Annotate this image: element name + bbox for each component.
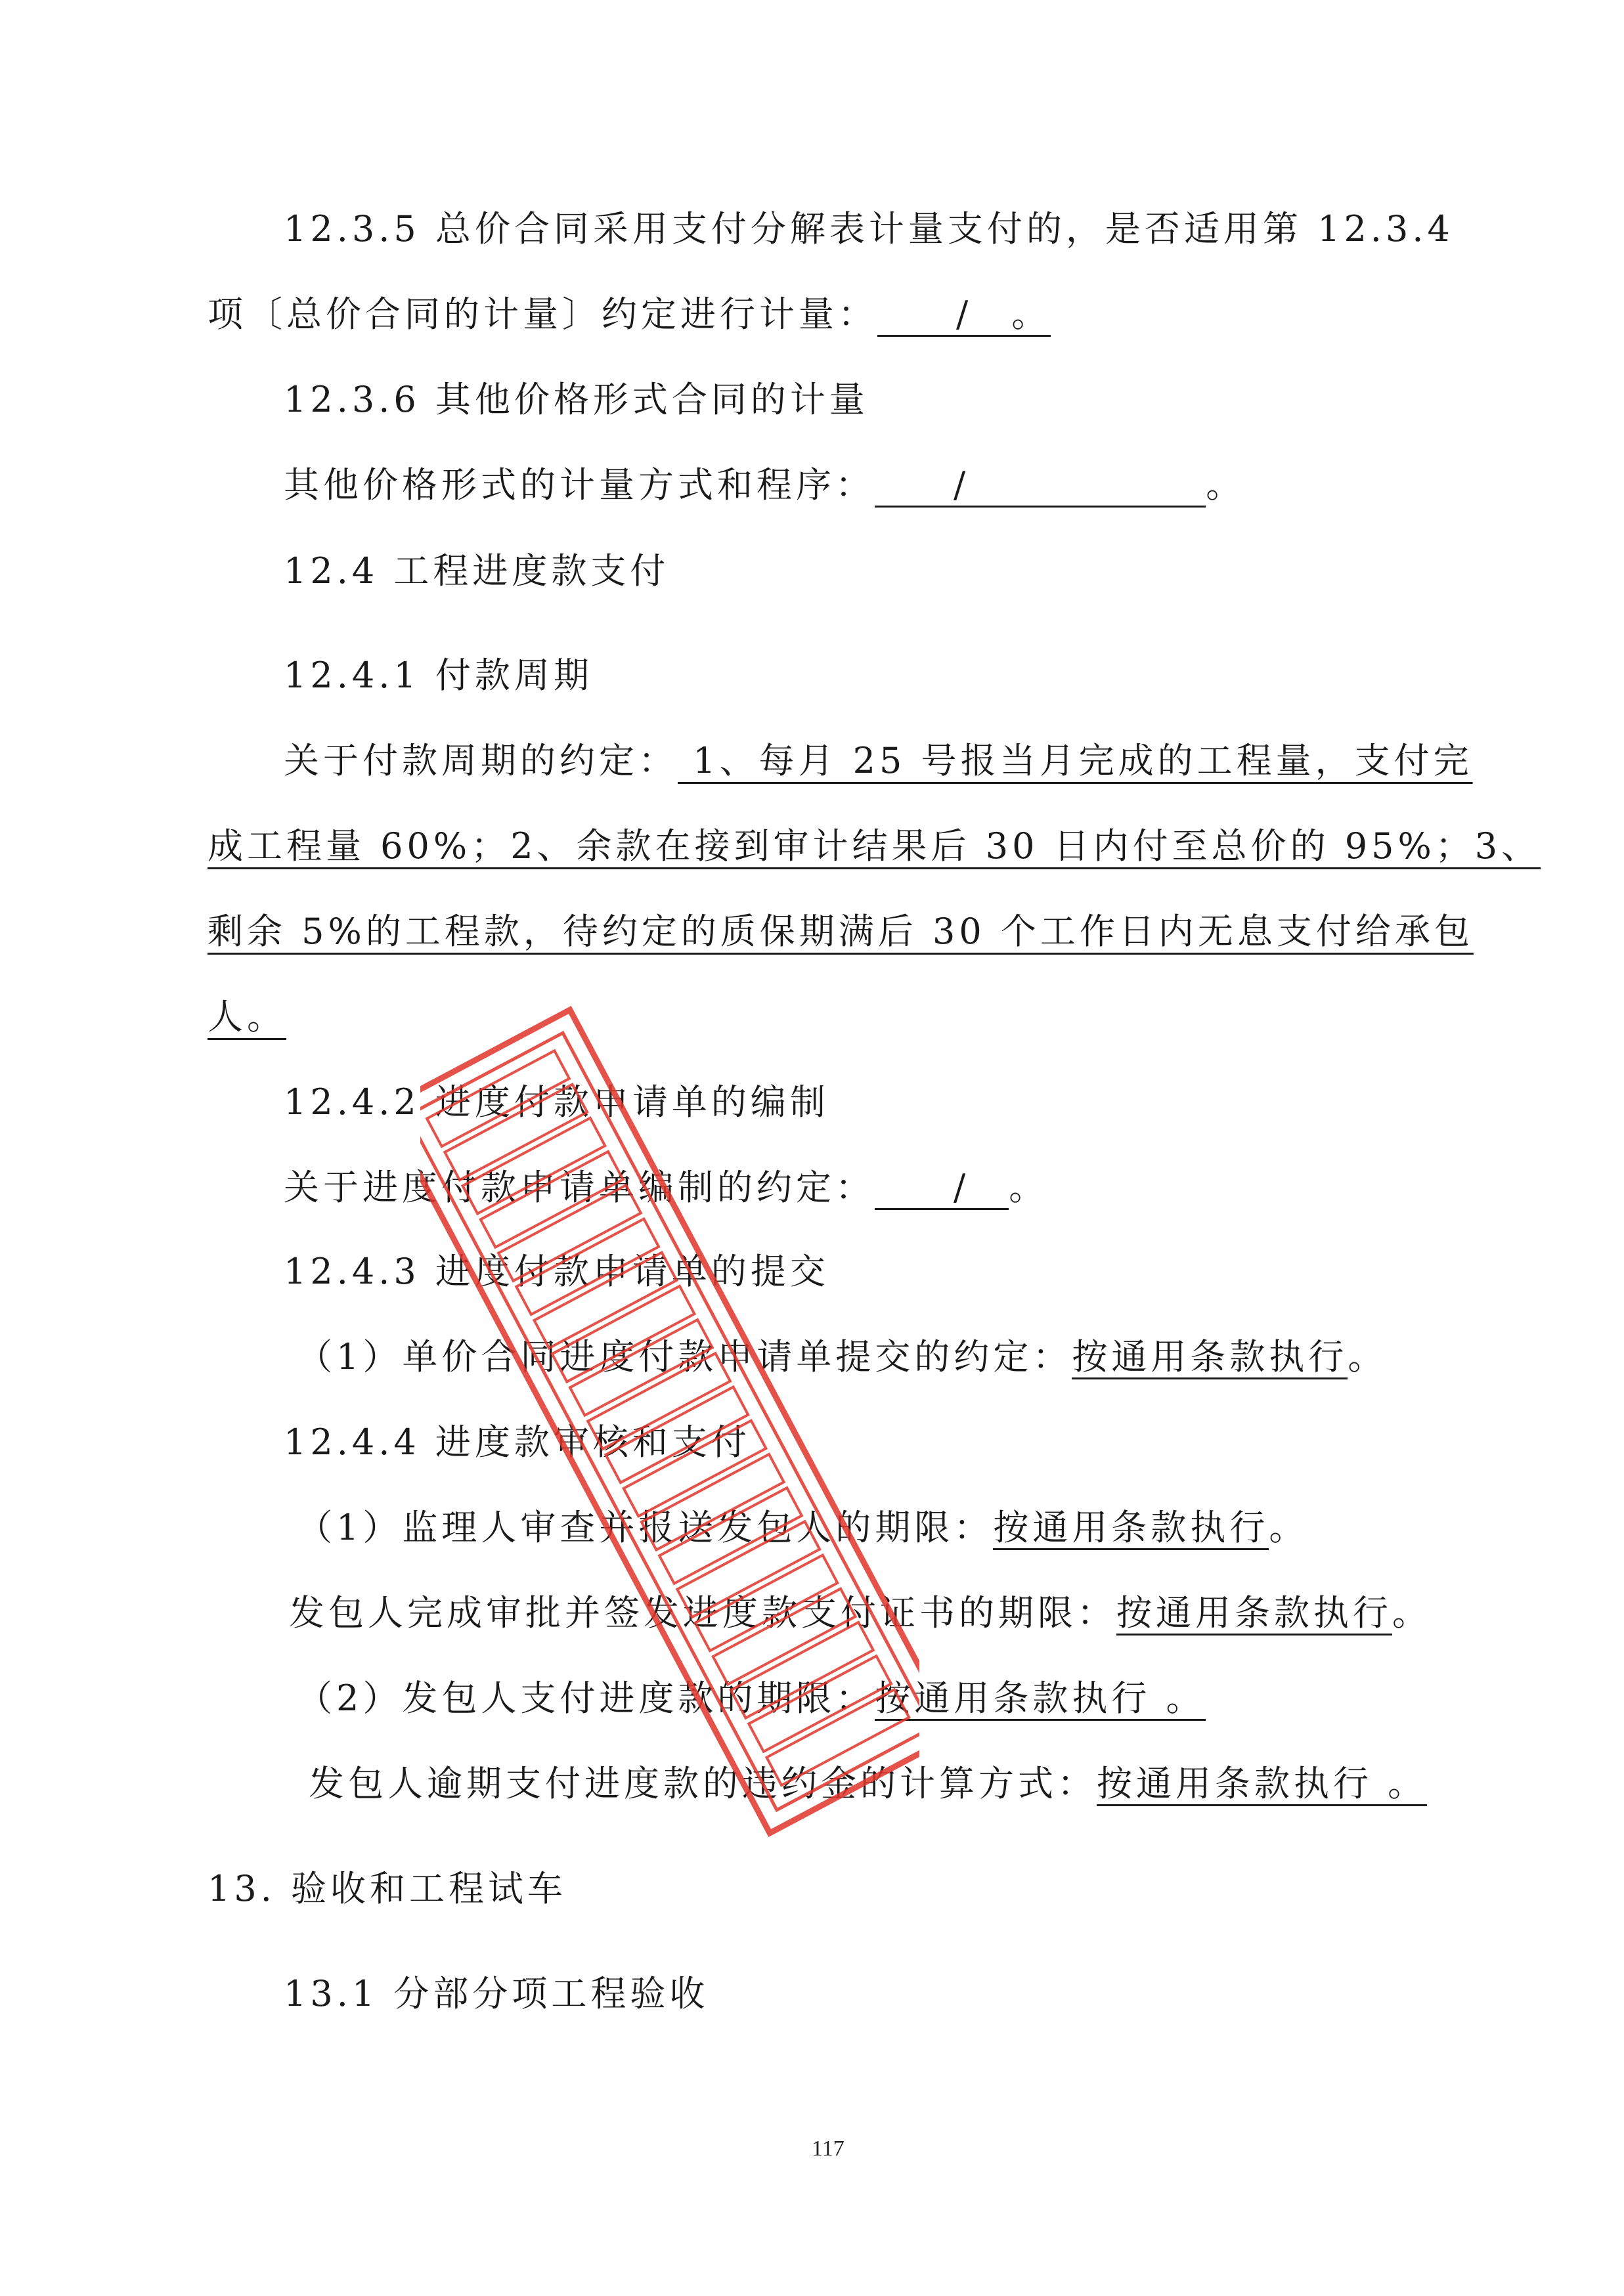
clause-12-4-3-1: [297, 1336, 1388, 1379]
clause-12-4-4: [284, 1421, 751, 1463]
line-text: （2）发包人支付进度款的期限：: [297, 1678, 875, 1719]
fill-blank: /: [875, 1170, 1009, 1210]
line-text: 关于进度付款申请单编制的约定：: [284, 1167, 875, 1208]
section-12-4-heading: [284, 550, 670, 592]
line-text: 12.4 工程进度款支付: [284, 550, 670, 592]
line-suffix: 。: [1206, 464, 1246, 506]
clause-12-4-4-2: [297, 1678, 1206, 1721]
clause-12-4-2: [284, 1081, 829, 1123]
clause-12-3-5: [284, 208, 1454, 249]
payment-cycle-line-1: [284, 740, 1473, 781]
line-text: （1）单价合同进度付款申请单提交的约定：: [297, 1336, 1072, 1377]
line-text: 项〔总价合同的计量〕约定进行计量：: [208, 293, 877, 335]
line-suffix: 。: [1348, 1336, 1388, 1377]
page-number: 117: [812, 2136, 845, 2161]
line-suffix: 。: [1392, 1592, 1432, 1634]
clause-12-4-1: [284, 655, 593, 696]
clause-12-3-6-method: [284, 464, 1246, 508]
line-text: 发包人完成审批并签发进度款支付证书的期限：: [289, 1592, 1116, 1634]
payment-cycle-line-3: [208, 911, 1474, 952]
clause-12-3-6: [284, 379, 869, 420]
clause-13-1: [284, 1973, 709, 2014]
line-suffix: 。: [1269, 1507, 1309, 1548]
line-text: 13.1 分部分项工程验收: [284, 1973, 709, 2014]
line-text: 12.4.4 进度款审核和支付: [284, 1421, 751, 1463]
clause-12-4-4-penalty: [309, 1763, 1428, 1806]
line-text: 12.4.2 进度付款申请单的编制: [284, 1081, 829, 1123]
payment-cycle-terms: 人。: [208, 996, 286, 1037]
payment-cycle-line-4: [208, 996, 286, 1037]
payment-cycle-terms: 1、每月 25 号报当月完成的工程量，支付完: [678, 740, 1473, 781]
payment-cycle-line-2: [208, 825, 1541, 867]
fill-blank: 按通用条款执行: [1116, 1595, 1392, 1635]
clause-12-4-4-1: [297, 1507, 1309, 1550]
line-text: 12.3.6 其他价格形式合同的计量: [284, 379, 869, 420]
line-suffix: 。: [1009, 1167, 1049, 1208]
clause-12-4-2-terms: [284, 1167, 1049, 1210]
line-text: 12.4.1 付款周期: [284, 655, 593, 696]
payment-cycle-terms: 成工程量 60%；2、余款在接到审计结果后 30 日内付至总价的 95%；3、: [208, 825, 1541, 867]
fill-blank: 按通用条款执行 。: [1097, 1766, 1427, 1806]
clause-12-4-3: [284, 1251, 829, 1292]
clause-12-4-4-certificate: [289, 1592, 1432, 1635]
line-text: （1）监理人审查并报送发包人的期限：: [297, 1507, 994, 1548]
payment-cycle-terms: 剩余 5%的工程款，待约定的质保期满后 30 个工作日内无息支付给承包: [208, 911, 1474, 952]
line-text: 其他价格形式的计量方式和程序：: [284, 464, 875, 506]
line-text: 13. 验收和工程试车: [208, 1868, 567, 1909]
fill-blank: 按通用条款执行: [1072, 1339, 1348, 1379]
fill-blank: /: [875, 467, 1206, 508]
line-text: 12.3.5 总价合同采用支付分解表计量支付的，是否适用第 12.3.4: [284, 208, 1454, 249]
line-text: 关于付款周期的约定：: [284, 740, 678, 781]
fill-blank: 按通用条款执行 。: [875, 1681, 1205, 1721]
clause-12-3-5-cont: [208, 293, 1051, 337]
line-text: 12.4.3 进度付款申请单的提交: [284, 1251, 829, 1292]
section-13-heading: [208, 1868, 567, 1909]
line-text: 发包人逾期支付进度款的违约金的计算方式：: [309, 1763, 1097, 1804]
fill-blank: 按通用条款执行: [993, 1510, 1269, 1550]
fill-blank: / 。: [877, 297, 1051, 337]
